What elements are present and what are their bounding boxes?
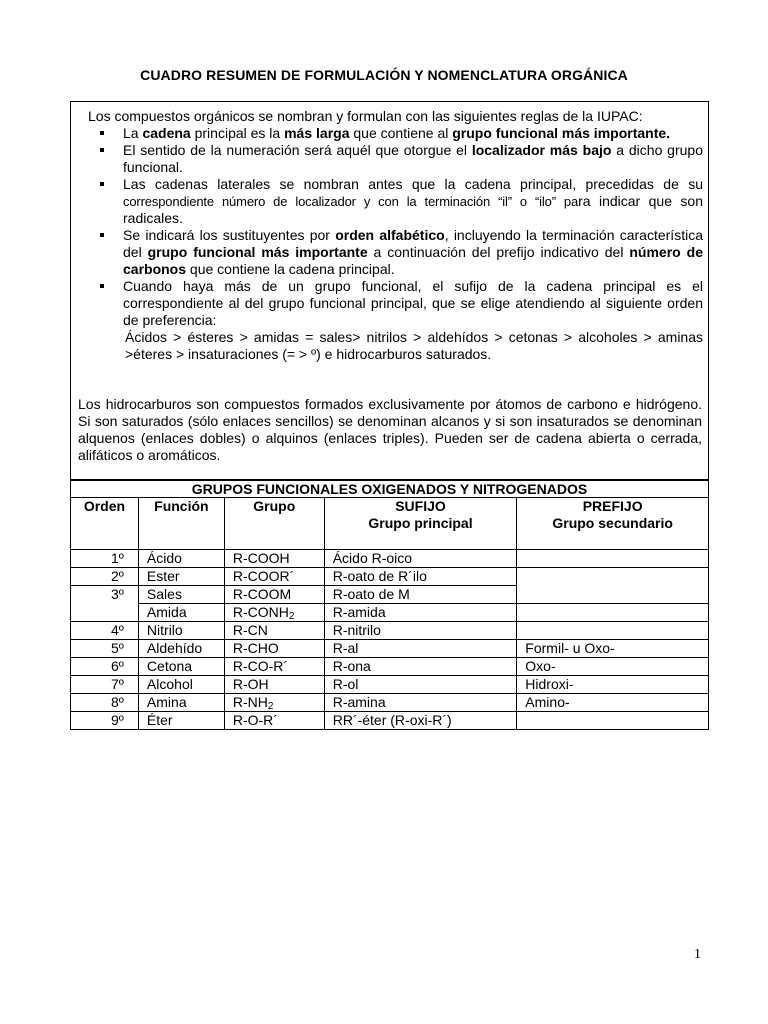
table-row: 7º Alcohol R-OH R-ol Hidroxi- xyxy=(71,676,709,694)
table-row: 9º Éter R-O-R´ RR´-éter (R-oxi-R´) xyxy=(71,712,709,730)
bullet-icon xyxy=(100,284,104,288)
table-caption: GRUPOS FUNCIONALES OXIGENADOS Y NITROGENADOS xyxy=(71,481,709,498)
bullet-icon xyxy=(100,131,104,135)
header-funcion: Función xyxy=(138,498,224,550)
page-number: 1 xyxy=(694,947,701,962)
preference-order: Ácidos > ésteres > amidas = sales> nitrilos > aldehídos > cetonas > alcoholes > aminas >éteres > insaturaciones (= > º) e hidrocarburos saturados. xyxy=(125,329,703,362)
header-orden: Orden xyxy=(71,498,139,550)
rules-list xyxy=(97,125,703,363)
bullet-icon xyxy=(100,233,104,237)
table-row: 8º Amina $R-NH_2$ R-amina Amino- xyxy=(71,694,709,712)
rule-item: El sentido de la numeración será aquél que otorgue el localizador más bajo a dicho grupo funcional. xyxy=(97,142,703,176)
table-row: 6º Cetona R-CO-R´ R-ona Oxo- xyxy=(71,658,709,676)
header-grupo: Grupo xyxy=(224,498,324,550)
document-title: CUADRO RESUMEN DE FORMULACIÓN Y NOMENCLATURA ORGÁNICA xyxy=(140,67,628,83)
rule-item: Las cadenas laterales se nombran antes que la cadena principal, precedidas de su correspondiente número de localizador y con la terminación “il” o “ilo” para indicar que son radicales. xyxy=(97,176,703,227)
functional-groups-table xyxy=(70,480,709,730)
table-header xyxy=(71,498,709,550)
header-prefijo: PREFIJO Grupo secundario xyxy=(517,498,709,550)
table-row: 1º Ácido R-COOH Ácido R-oico xyxy=(71,550,709,568)
hydrocarbons-paragraph: Los hidrocarburos son compuestos formados exclusivamente por átomos de carbono e hidrógeno. Si son saturados (sólo enlaces sencillos) se denominan alcanos y si son insaturados se denominan alquenos (enlaces dobles) o alquinos (enlaces triples). Pueden ser de cadena abierta o cerrada, alifáticos o aromáticos. xyxy=(78,396,702,463)
intro-text: Los compuestos orgánicos se nombran y formulan con las siguientes reglas de la IUPAC: xyxy=(88,108,643,124)
rule-item: La cadena principal es la más larga que contiene al grupo funcional más importante. xyxy=(97,125,703,142)
table-row: 5º Aldehído R-CHO R-al Formil- u Oxo- xyxy=(71,640,709,658)
table-row: 4º Nitrilo R-CN R-nitrilo xyxy=(71,622,709,640)
bullet-icon xyxy=(100,182,104,186)
bullet-icon xyxy=(100,148,104,152)
header-sufijo: SUFIJO Grupo principal xyxy=(324,498,517,550)
table-row: 3º Sales R-COOM R-oato de M xyxy=(71,586,709,604)
rule-item: Se indicará los sustituyentes por orden alfabético, incluyendo la terminación característica del grupo funcional más importante a continuación del prefijo indicativo del número de carbonos que contiene la cadena principal. xyxy=(97,227,703,278)
rule-item: Cuando haya más de un grupo funcional, el sufijo de la cadena principal es el correspondiente al del grupo funcional principal, que se elige atendiendo al siguiente orden de preferencia: Ácidos > ésteres > amidas = sales> nitrilos > aldehídos > cetonas > alcoholes > aminas >éteres > insaturaciones (= > º) e hidrocarburos saturados. xyxy=(97,278,703,363)
table-row: 2º Ester R-COOR´ R-oato de R´ilo xyxy=(71,568,709,586)
table-row: Amida $R-CONH_2$ R-amida xyxy=(71,604,709,622)
